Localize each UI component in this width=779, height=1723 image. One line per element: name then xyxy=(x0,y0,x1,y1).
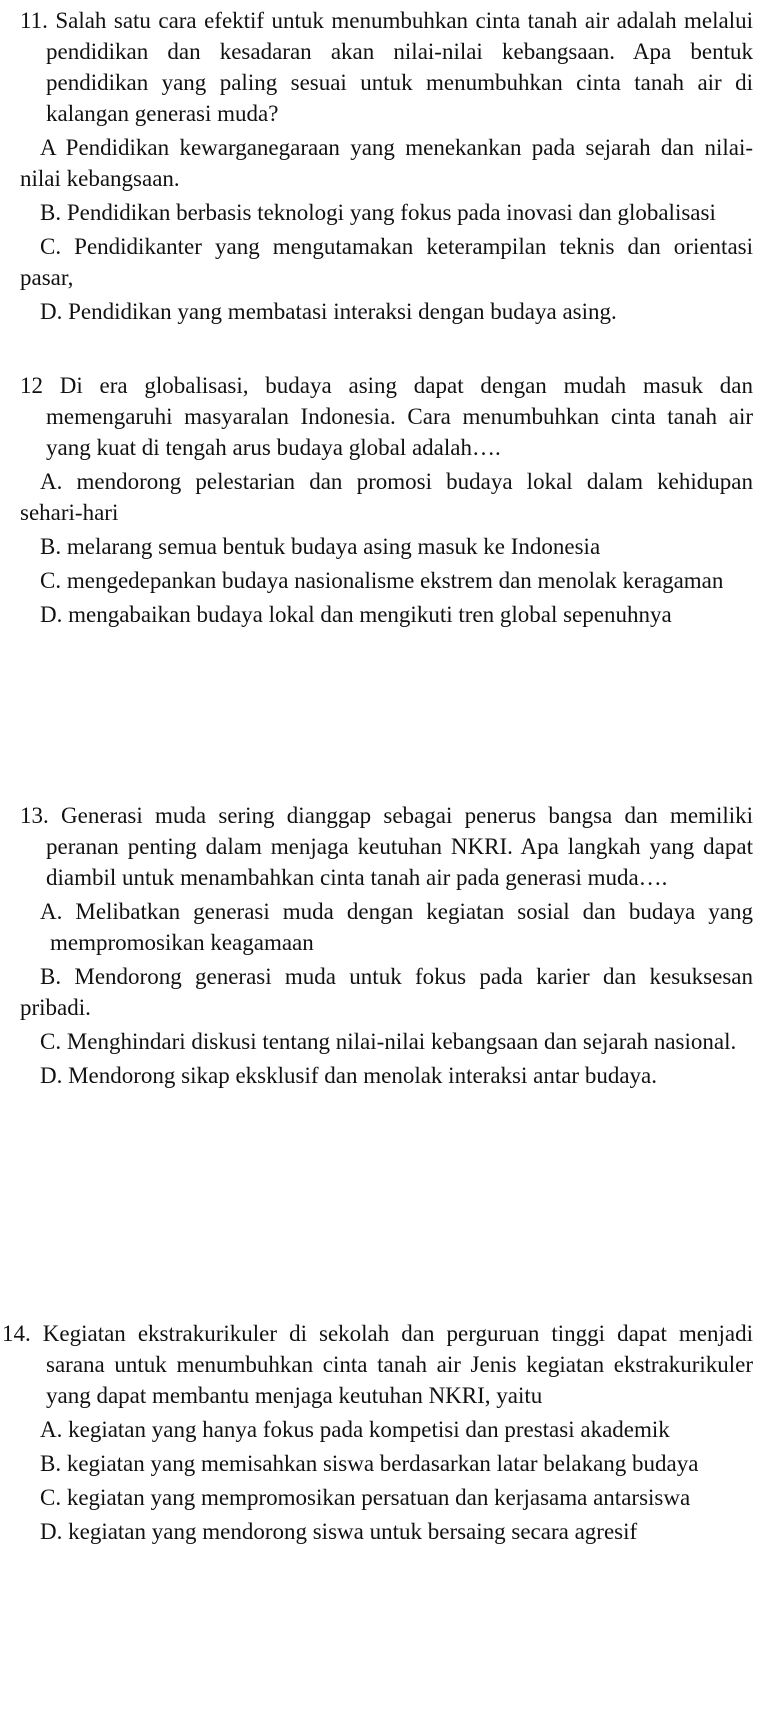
question-13 xyxy=(0,800,779,1094)
option-a: A. Melibatkan generasi muda dengan kegiatan sosial dan budaya yang mempromosikan keagamaan xyxy=(40,899,753,955)
option-c: C. mengedepankan budaya nasionalisme ekstrem dan menolak keragaman xyxy=(40,568,724,593)
question-stem: 13. Generasi muda sering dianggap sebagai penerus bangsa dan memiliki peranan penting dalam menjaga keutuhan NKRI. Apa langkah yang dapat diambil untuk menambahkan cinta tanah air pada generasi muda…. xyxy=(20,803,753,890)
option-c: C. kegiatan yang mempromosikan persatuan dan kerjasama antarsiswa xyxy=(40,1485,691,1510)
option-b: B. Mendorong generasi muda untuk fokus pada karier dan kesuksesan pribadi. xyxy=(20,964,753,1020)
option-a: A Pendidikan kewarganegaraan yang menekankan pada sejarah dan nilai-nilai kebangsaan. xyxy=(20,135,753,191)
question-12 xyxy=(0,370,779,633)
option-c: C. Pendidikanter yang mengutamakan keterampilan teknis dan orientasi pasar, xyxy=(20,234,753,290)
option-d: D. Pendidikan yang membatasi interaksi dengan budaya asing. xyxy=(40,299,617,324)
option-d: D. mengabaikan budaya lokal dan mengikuti tren global sepenuhnya xyxy=(40,602,672,627)
question-stem: 11. Salah satu cara efektif untuk menumbuhkan cinta tanah air adalah melalui pendidikan dan kesadaran akan nilai-nilai kebangsaan. Apa bentuk pendidikan yang paling sesuai untuk menumbuhkan cinta tanah air di kalangan generasi muda? xyxy=(20,8,753,126)
option-b: B. melarang semua bentuk budaya asing masuk ke Indonesia xyxy=(40,534,601,559)
question-stem: 14. Kegiatan ekstrakurikuler di sekolah dan perguruan tinggi dapat menjadi sarana untuk menumbuhkan cinta tanah air Jenis kegiatan ekstrakurikuler yang dapat membantu menjaga keutuhan NKRI, yaitu xyxy=(2,1321,753,1408)
option-a: A. kegiatan yang hanya fokus pada kompetisi dan prestasi akademik xyxy=(40,1417,670,1442)
question-11 xyxy=(0,5,779,330)
option-d: D. Mendorong sikap eksklusif dan menolak interaksi antar budaya. xyxy=(40,1063,658,1088)
option-c: C. Menghindari diskusi tentang nilai-nilai kebangsaan dan sejarah nasional. xyxy=(40,1029,737,1054)
option-a: A. mendorong pelestarian dan promosi budaya lokal dalam kehidupan sehari-hari xyxy=(20,469,753,525)
question-14 xyxy=(0,1318,779,1550)
question-stem: 12 Di era globalisasi, budaya asing dapat dengan mudah masuk dan memengaruhi masyaralan Indonesia. Cara menumbuhkan cinta tanah air yang kuat di tengah arus budaya global adalah…. xyxy=(20,373,753,460)
option-d: D. kegiatan yang mendorong siswa untuk bersaing secara agresif xyxy=(40,1519,638,1544)
option-b: B. kegiatan yang memisahkan siswa berdasarkan latar belakang budaya xyxy=(40,1451,699,1476)
option-b: B. Pendidikan berbasis teknologi yang fokus pada inovasi dan globalisasi xyxy=(40,200,716,225)
